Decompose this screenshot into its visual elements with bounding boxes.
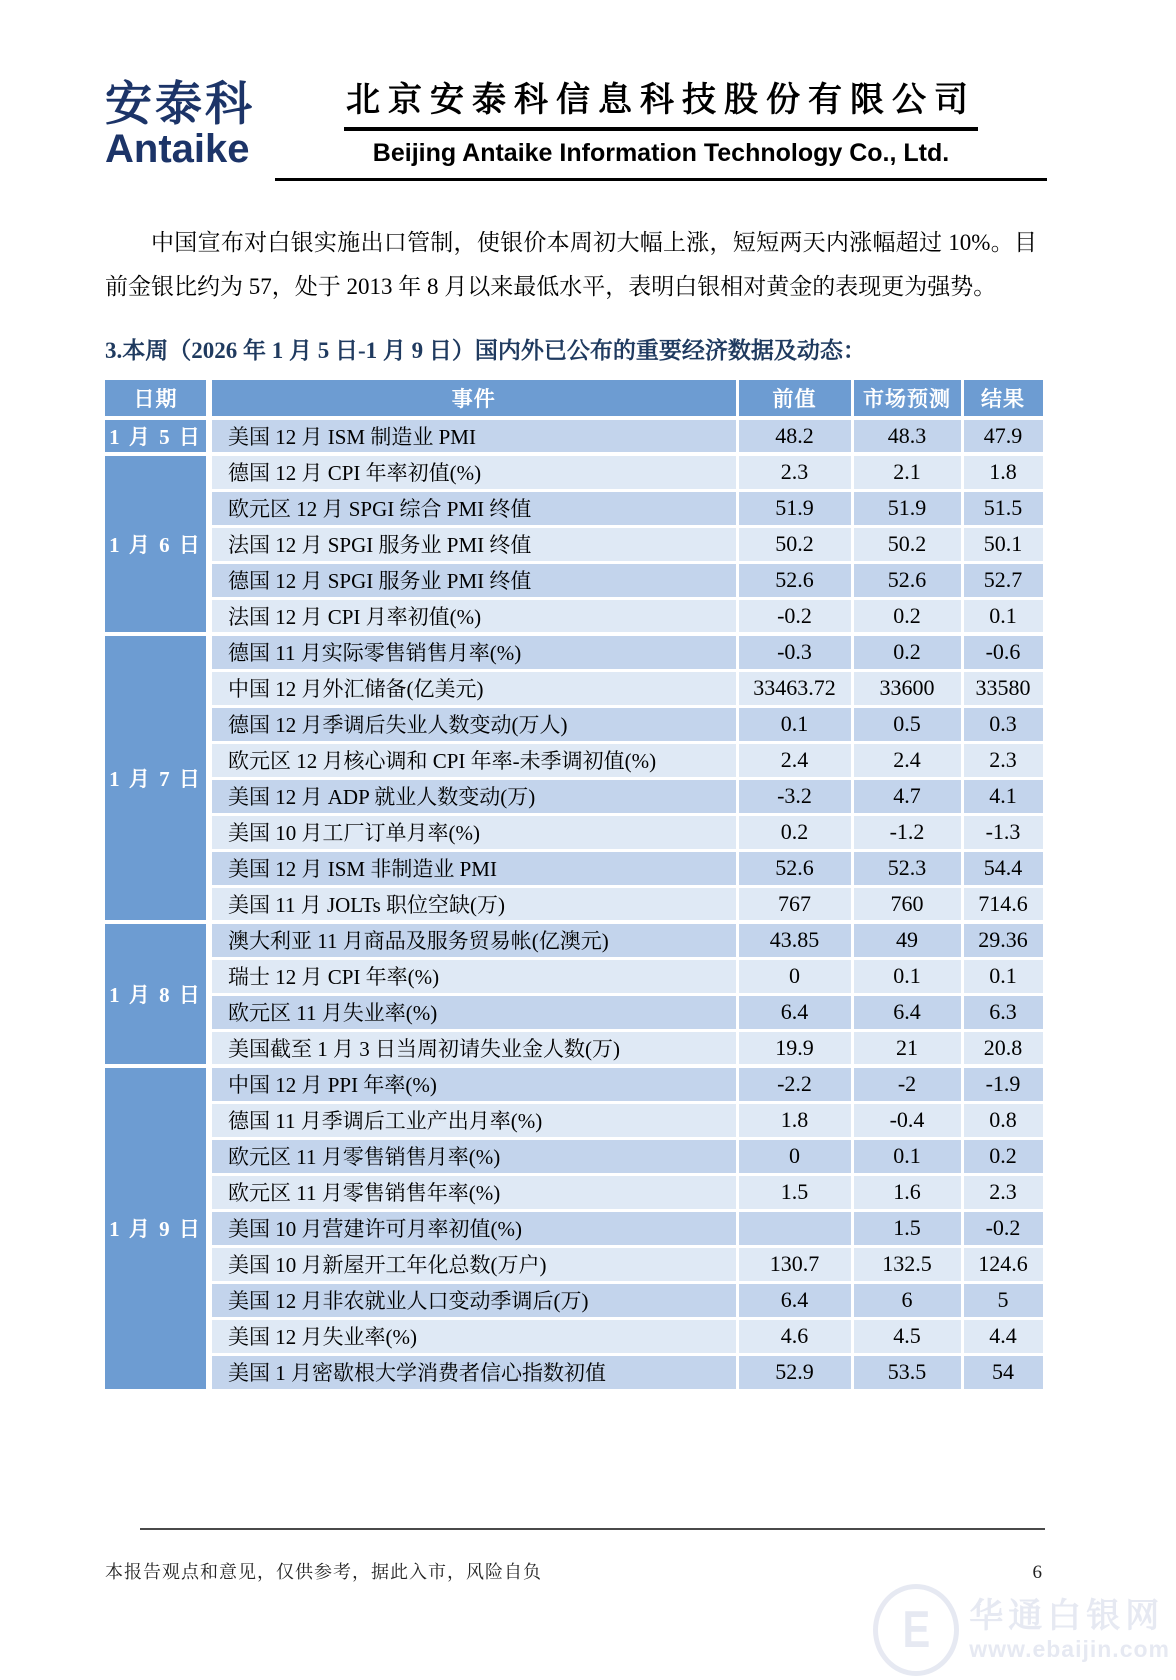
table-row <box>105 1102 1044 1138</box>
event-cell: 欧元区 11 月零售销售月率(%) <box>209 1138 737 1174</box>
event-cell: 美国 12 月 ADP 就业人数变动(万) <box>209 778 737 814</box>
column-header-event: 事件 <box>209 378 737 418</box>
event-cell: 美国 12 月 ISM 非制造业 PMI <box>209 850 737 886</box>
previous-value-cell: -0.2 <box>737 598 852 634</box>
table-row <box>105 418 1044 454</box>
forecast-value-cell: 21 <box>852 1030 962 1066</box>
event-cell: 德国 12 月 SPGI 服务业 PMI 终值 <box>209 562 737 598</box>
result-value-cell: 0.1 <box>962 958 1044 994</box>
table-row <box>105 1354 1044 1390</box>
previous-value-cell: 52.6 <box>737 850 852 886</box>
previous-value-cell: 52.9 <box>737 1354 852 1390</box>
previous-value-cell: 0 <box>737 958 852 994</box>
event-cell: 法国 12 月 CPI 月率初值(%) <box>209 598 737 634</box>
table-row <box>105 958 1044 994</box>
table-row <box>105 454 1044 490</box>
table-header-row <box>105 378 1044 418</box>
watermark-logo-icon: E <box>873 1584 959 1676</box>
logo-english-text: Antaike <box>105 127 250 171</box>
result-value-cell: 0.2 <box>962 1138 1044 1174</box>
footer-disclaimer: 本报告观点和意见，仅供参考，据此入市，风险自负 <box>105 1562 542 1582</box>
result-value-cell: -0.2 <box>962 1210 1044 1246</box>
forecast-value-cell: 2.4 <box>852 742 962 778</box>
column-header-forecast: 市场预测 <box>852 378 962 418</box>
column-header-result: 结果 <box>962 378 1044 418</box>
forecast-value-cell: 6 <box>852 1282 962 1318</box>
date-cell: 1 月 8 日 <box>105 922 209 1066</box>
event-cell: 美国 10 月新屋开工年化总数(万户) <box>209 1246 737 1282</box>
table-row <box>105 490 1044 526</box>
forecast-value-cell: 4.7 <box>852 778 962 814</box>
forecast-value-cell: 52.6 <box>852 562 962 598</box>
watermark-site-url: www.ebaijin.com <box>969 1636 1170 1663</box>
date-cell: 1 月 6 日 <box>105 454 209 634</box>
event-cell: 美国 11 月 JOLTs 职位空缺(万) <box>209 886 737 922</box>
forecast-value-cell: -0.4 <box>852 1102 962 1138</box>
previous-value-cell: 48.2 <box>737 418 852 454</box>
event-cell: 美国 1 月密歇根大学消费者信心指数初值 <box>209 1354 737 1390</box>
forecast-value-cell: 2.1 <box>852 454 962 490</box>
result-value-cell: 0.8 <box>962 1102 1044 1138</box>
result-value-cell: 2.3 <box>962 742 1044 778</box>
result-value-cell: 20.8 <box>962 1030 1044 1066</box>
forecast-value-cell: 52.3 <box>852 850 962 886</box>
event-cell: 中国 12 月外汇储备(亿美元) <box>209 670 737 706</box>
forecast-value-cell: 0.1 <box>852 1138 962 1174</box>
table-row <box>105 1318 1044 1354</box>
table-row <box>105 598 1044 634</box>
result-value-cell: 54 <box>962 1354 1044 1390</box>
report-page <box>105 77 1047 1392</box>
forecast-value-cell: 4.5 <box>852 1318 962 1354</box>
previous-value-cell: -0.3 <box>737 634 852 670</box>
event-cell: 美国 10 月营建许可月率初值(%) <box>209 1210 737 1246</box>
table-row <box>105 670 1044 706</box>
column-header-date: 日期 <box>105 378 209 418</box>
result-value-cell: -0.6 <box>962 634 1044 670</box>
result-value-cell: 0.3 <box>962 706 1044 742</box>
forecast-value-cell: 0.2 <box>852 598 962 634</box>
forecast-value-cell: 6.4 <box>852 994 962 1030</box>
table-row <box>105 1282 1044 1318</box>
result-value-cell: 54.4 <box>962 850 1044 886</box>
section-title: 3.本周（2026 年 1 月 5 日-1 月 9 日）国内外已公布的重要经济数据及动态： <box>105 337 866 363</box>
forecast-value-cell: 0.2 <box>852 634 962 670</box>
result-value-cell: 6.3 <box>962 994 1044 1030</box>
previous-value-cell: 2.4 <box>737 742 852 778</box>
table-row <box>105 742 1044 778</box>
previous-value-cell: 51.9 <box>737 490 852 526</box>
table-row <box>105 850 1044 886</box>
result-value-cell: -1.9 <box>962 1066 1044 1102</box>
previous-value-cell: -2.2 <box>737 1066 852 1102</box>
forecast-value-cell: 33600 <box>852 670 962 706</box>
page-footer <box>105 1528 1050 1584</box>
previous-value-cell: 130.7 <box>737 1246 852 1282</box>
lead-paragraph: 中国宣布对白银实施出口管制，使银价本周初大幅上涨，短短两天内涨幅超过 10%。目前金银比约为 57，处于 2013 年 8 月以来最低水平，表明白银相对黄金的表现更为强势。 <box>105 229 1037 299</box>
date-cell: 1 月 5 日 <box>105 418 209 454</box>
event-cell: 法国 12 月 SPGI 服务业 PMI 终值 <box>209 526 737 562</box>
logo-chinese-text: 安泰科 <box>105 77 255 130</box>
event-cell: 中国 12 月 PPI 年率(%) <box>209 1066 737 1102</box>
result-value-cell: 124.6 <box>962 1246 1044 1282</box>
economic-data-table <box>105 377 1046 1392</box>
antaike-logo <box>105 77 280 171</box>
forecast-value-cell: -2 <box>852 1066 962 1102</box>
result-value-cell: 0.1 <box>962 598 1044 634</box>
previous-value-cell: -3.2 <box>737 778 852 814</box>
previous-value-cell: 6.4 <box>737 994 852 1030</box>
watermark-site-name: 华通白银网 <box>969 1597 1165 1636</box>
event-cell: 澳大利亚 11 月商品及服务贸易帐(亿澳元) <box>209 922 737 958</box>
result-value-cell: 51.5 <box>962 490 1044 526</box>
company-name-english: Beijing Antaike Information Technology Co., Ltd. <box>275 139 1047 181</box>
previous-value-cell: 2.3 <box>737 454 852 490</box>
previous-value-cell <box>737 1210 852 1246</box>
event-cell: 美国 10 月工厂订单月率(%) <box>209 814 737 850</box>
event-cell: 美国 12 月非农就业人口变动季调后(万) <box>209 1282 737 1318</box>
forecast-value-cell: 0.1 <box>852 958 962 994</box>
column-header-previous: 前值 <box>737 378 852 418</box>
company-name-chinese: 北京安泰科信息科技股份有限公司 <box>344 80 978 131</box>
previous-value-cell: 4.6 <box>737 1318 852 1354</box>
date-cell: 1 月 9 日 <box>105 1066 209 1390</box>
forecast-value-cell: 1.5 <box>852 1210 962 1246</box>
previous-value-cell: 0 <box>737 1138 852 1174</box>
previous-value-cell: 0.2 <box>737 814 852 850</box>
forecast-value-cell: 132.5 <box>852 1246 962 1282</box>
table-row <box>105 922 1044 958</box>
event-cell: 欧元区 11 月失业率(%) <box>209 994 737 1030</box>
event-cell: 美国截至 1 月 3 日当周初请失业金人数(万) <box>209 1030 737 1066</box>
previous-value-cell: 43.85 <box>737 922 852 958</box>
table-row <box>105 1210 1044 1246</box>
forecast-value-cell: 50.2 <box>852 526 962 562</box>
result-value-cell: 4.1 <box>962 778 1044 814</box>
previous-value-cell: 33463.72 <box>737 670 852 706</box>
event-cell: 德国 11 月季调后工业产出月率(%) <box>209 1102 737 1138</box>
event-cell: 德国 11 月实际零售销售月率(%) <box>209 634 737 670</box>
forecast-value-cell: 1.6 <box>852 1174 962 1210</box>
previous-value-cell: 1.5 <box>737 1174 852 1210</box>
result-value-cell: -1.3 <box>962 814 1044 850</box>
result-value-cell: 4.4 <box>962 1318 1044 1354</box>
previous-value-cell: 52.6 <box>737 562 852 598</box>
site-watermark <box>873 1584 1170 1676</box>
result-value-cell: 1.8 <box>962 454 1044 490</box>
result-value-cell: 29.36 <box>962 922 1044 958</box>
event-cell: 欧元区 12 月核心调和 CPI 年率-未季调初值(%) <box>209 742 737 778</box>
previous-value-cell: 767 <box>737 886 852 922</box>
table-row <box>105 1066 1044 1102</box>
table-row <box>105 706 1044 742</box>
previous-value-cell: 19.9 <box>737 1030 852 1066</box>
result-value-cell: 52.7 <box>962 562 1044 598</box>
forecast-value-cell: 53.5 <box>852 1354 962 1390</box>
document-header <box>105 77 1047 181</box>
result-value-cell: 33580 <box>962 670 1044 706</box>
event-cell: 美国 12 月失业率(%) <box>209 1318 737 1354</box>
previous-value-cell: 1.8 <box>737 1102 852 1138</box>
event-cell: 欧元区 12 月 SPGI 综合 PMI 终值 <box>209 490 737 526</box>
forecast-value-cell: 51.9 <box>852 490 962 526</box>
event-cell: 德国 12 月 CPI 年率初值(%) <box>209 454 737 490</box>
table-row <box>105 562 1044 598</box>
forecast-value-cell: 49 <box>852 922 962 958</box>
table-row <box>105 526 1044 562</box>
event-cell: 瑞士 12 月 CPI 年率(%) <box>209 958 737 994</box>
table-row <box>105 1174 1044 1210</box>
forecast-value-cell: 760 <box>852 886 962 922</box>
previous-value-cell: 50.2 <box>737 526 852 562</box>
previous-value-cell: 0.1 <box>737 706 852 742</box>
footer-divider <box>140 1528 1045 1530</box>
result-value-cell: 50.1 <box>962 526 1044 562</box>
table-row <box>105 994 1044 1030</box>
company-name-block <box>275 80 1047 181</box>
date-cell: 1 月 7 日 <box>105 634 209 922</box>
result-value-cell: 2.3 <box>962 1174 1044 1210</box>
table-row <box>105 1246 1044 1282</box>
event-cell: 美国 12 月 ISM 制造业 PMI <box>209 418 737 454</box>
forecast-value-cell: 0.5 <box>852 706 962 742</box>
table-row <box>105 634 1044 670</box>
table-row <box>105 778 1044 814</box>
table-row <box>105 814 1044 850</box>
result-value-cell: 714.6 <box>962 886 1044 922</box>
table-row <box>105 886 1044 922</box>
table-row <box>105 1030 1044 1066</box>
result-value-cell: 5 <box>962 1282 1044 1318</box>
previous-value-cell: 6.4 <box>737 1282 852 1318</box>
page-number: 6 <box>1032 1562 1042 1583</box>
forecast-value-cell: -1.2 <box>852 814 962 850</box>
event-cell: 德国 12 月季调后失业人数变动(万人) <box>209 706 737 742</box>
forecast-value-cell: 48.3 <box>852 418 962 454</box>
table-row <box>105 1138 1044 1174</box>
event-cell: 欧元区 11 月零售销售年率(%) <box>209 1174 737 1210</box>
result-value-cell: 47.9 <box>962 418 1044 454</box>
